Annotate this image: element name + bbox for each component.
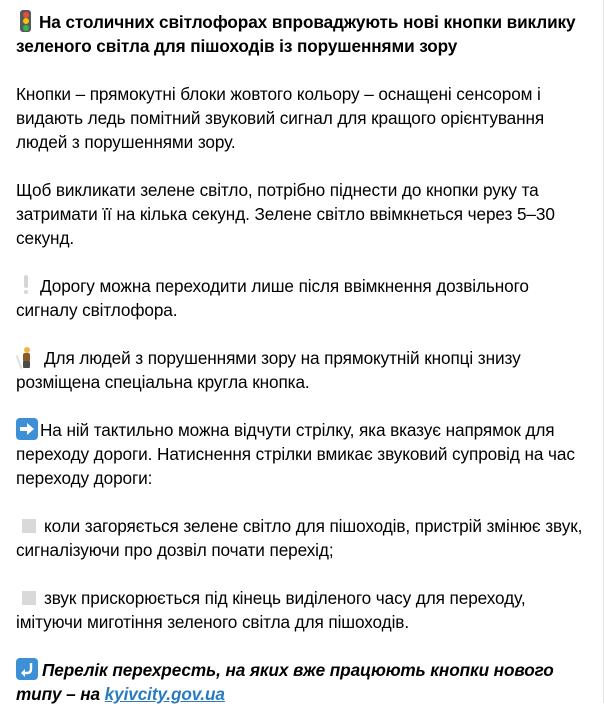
paragraph-4-block	[16, 346, 591, 394]
return-arrow-icon	[16, 658, 38, 680]
arrow-right-icon	[16, 418, 38, 440]
paragraph-7: звук прискорюється під кінець виділеного часу для переходу, імітуючи миготіння зеленого світла для пішоходів.	[16, 588, 526, 632]
paragraph-5: На ній тактильно можна відчути стрілку, яка вказує напрямок для переходу дороги. Натиснення стрілки вмикає звуковий супровід на час переходу дороги:	[16, 420, 575, 488]
paragraph-6-block	[16, 514, 591, 562]
exclamation-icon	[22, 275, 30, 295]
post-title-block	[16, 10, 591, 58]
kyivcity-link[interactable]: kyivcity.gov.ua	[104, 684, 225, 704]
person-with-cane-icon	[16, 347, 38, 367]
traffic-light-icon	[20, 10, 31, 32]
link-intro-text: Перелік перехресть, на яких вже працюють кнопки нового типу – на	[16, 660, 554, 704]
grey-square-icon	[22, 519, 36, 533]
grey-square-icon	[22, 591, 36, 605]
paragraph-3-block	[16, 274, 591, 322]
link-paragraph	[16, 658, 591, 706]
paragraph-4: Для людей з порушеннями зору на прямокутній кнопці знизу розміщена спеціальна кругла кнопка.	[16, 348, 521, 392]
paragraph-5-block	[16, 418, 591, 490]
paragraph-3: Дорогу можна переходити лише після ввімкнення дозвільного сигналу світлофора.	[16, 276, 529, 320]
paragraph-7-block	[16, 586, 591, 634]
paragraph-2: Щоб викликати зелене світло, потрібно піднести до кнопки руку та затримати її на кілька секунд. Зелене світло ввімкнеться через 5–30 секунд.	[16, 180, 555, 248]
paragraph-1: Кнопки – прямокутні блоки жовтого кольору – оснащені сенсором і видають ледь помітний звуковий сигнал для кращого орієнтування людей з порушеннями зору.	[16, 84, 545, 152]
post-title: На столичних світлофорах впроваджують нові кнопки виклику зеленого світла для пішоходів із порушеннями зору	[16, 12, 576, 56]
paragraph-6: коли загоряється зелене світло для пішоходів, пристрій змінює звук, сигналізуючи про дозвіл почати перехід;	[16, 516, 583, 560]
